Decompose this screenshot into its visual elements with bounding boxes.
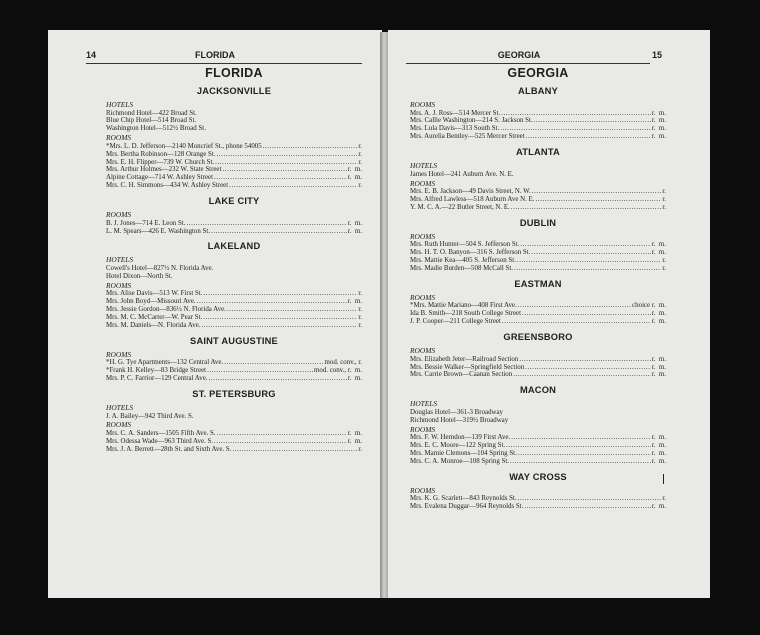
listing-section xyxy=(410,426,666,466)
listing-entry xyxy=(410,371,666,379)
dot-leader xyxy=(186,220,346,228)
entry-name: James Hotel—241 Auburn Ave. N. E. xyxy=(410,170,514,178)
dot-leader xyxy=(215,159,357,167)
category-label: ROOMS xyxy=(410,424,436,434)
dot-leader xyxy=(534,117,651,125)
listing-entry xyxy=(410,265,666,273)
category-label: ROOMS xyxy=(106,280,132,290)
listing-section xyxy=(410,294,666,326)
listing-entry xyxy=(106,125,362,133)
running-head: FLORIDA xyxy=(195,50,235,60)
listing-entry xyxy=(410,133,666,141)
city-list xyxy=(106,86,362,454)
listing-entry xyxy=(106,367,362,375)
dot-leader xyxy=(510,458,651,466)
entry-name: Mrs. Odessa Wade—963 Third Ave. S. xyxy=(106,437,214,445)
category-label: ROOMS xyxy=(410,292,436,302)
listing-entry xyxy=(410,434,666,442)
listing-entry xyxy=(106,174,362,182)
state-title: GEORGIA xyxy=(507,66,569,80)
category-label: ROOMS xyxy=(106,349,132,359)
listing-entry xyxy=(106,110,362,118)
entry-name: Richmond Hotel—319½ Broadway xyxy=(410,416,509,424)
category-label: HOTELS xyxy=(106,255,134,265)
city-heading: DUBLIN xyxy=(519,217,557,228)
entry-code: r. m. xyxy=(651,363,666,371)
entry-note: mod. conv., xyxy=(324,359,359,367)
listing-entry xyxy=(106,151,362,159)
dot-leader xyxy=(535,196,661,204)
listing-entry xyxy=(410,110,666,118)
entry-code: r. m. xyxy=(347,166,362,174)
category-label: ROOMS xyxy=(410,485,436,495)
entry-name: Mrs. John Boyd—Missouri Ave. xyxy=(106,298,196,306)
entry-name: Ida B. Smith—218 South College Street xyxy=(410,310,522,318)
listing-entry xyxy=(410,196,666,204)
entry-name: Mrs. Madie Burden—508 McCall St. xyxy=(410,264,513,272)
entry-name: Mrs. Carrie Brown—Caanan Section xyxy=(410,371,513,379)
page-number: 15 xyxy=(652,50,663,60)
listing-section xyxy=(410,347,666,379)
entry-name: Mrs. Mamie Clemons—104 Spring St. xyxy=(410,449,517,457)
entry-name: Mrs. M. C. McCarter—W. Pear St. xyxy=(106,314,203,321)
listing-entry xyxy=(106,314,362,322)
left-page xyxy=(48,30,382,598)
entry-code: r. m. xyxy=(347,298,362,306)
dot-leader xyxy=(526,133,651,141)
listing-entry xyxy=(106,438,362,446)
city-heading: EASTMAN xyxy=(514,278,562,289)
listing-entry xyxy=(410,417,666,425)
category-label: ROOMS xyxy=(410,100,436,109)
entry-name: L. M. Spears—426 E. Washington St. xyxy=(106,227,211,235)
dot-leader xyxy=(502,318,651,326)
entry-name: Hotel Dixon—North St. xyxy=(106,272,173,280)
entry-name: Richmond Hotel—422 Broad St. xyxy=(106,109,197,117)
listing-entry xyxy=(106,166,362,174)
listing-section xyxy=(410,487,666,511)
entry-name: Y. M. C. A.—22 Butler Street, N. E. xyxy=(410,203,510,211)
dot-leader xyxy=(500,125,651,133)
listing-section xyxy=(106,256,362,280)
entry-name: J. P. Cooper—211 College Street xyxy=(410,318,501,326)
entry-name: B. J. Jones—714 E. Leon St. xyxy=(106,219,186,227)
entry-name: Mrs. Evalena Duggar—964 Reynolds St. xyxy=(410,503,524,511)
city-heading: LAKE CITY xyxy=(208,196,260,207)
dot-leader xyxy=(511,434,651,442)
listing-entry xyxy=(410,257,666,265)
listing-entry xyxy=(410,450,666,458)
listing-section xyxy=(106,101,362,133)
listing-entry xyxy=(106,306,362,314)
dot-leader xyxy=(207,367,313,375)
entry-code: r. xyxy=(358,158,362,166)
listing-entry xyxy=(106,413,362,421)
dot-leader xyxy=(514,265,661,273)
city-heading: LAKELAND xyxy=(207,241,261,252)
entry-name: Mrs. E. C. Moore—122 Spring St. xyxy=(410,442,506,450)
listing-entry xyxy=(410,204,666,212)
entry-name: *Mrs. Mattie Mariano—408 First Ave. xyxy=(410,302,517,310)
entry-name: *Mrs. L. D. Jefferson—2140 Moncrief St., phone 54005 xyxy=(106,142,262,150)
city-heading: MACON xyxy=(519,385,557,396)
listing-section xyxy=(106,134,362,190)
city-heading: SAINT AUGUSTINE xyxy=(190,335,278,346)
listing-entry xyxy=(410,171,666,179)
entry-name: Mrs. Aurelia Bentley—525 Mercer Street xyxy=(410,133,525,141)
listing-entry xyxy=(410,356,666,364)
entry-name: Mrs. E. B. Jackson—49 Davis Street, N. W. xyxy=(410,188,531,196)
listing-section xyxy=(410,180,666,212)
page-number: 14 xyxy=(86,50,97,60)
listing-entry xyxy=(106,290,362,298)
state-title: FLORIDA xyxy=(205,66,263,80)
category-label: HOTELS xyxy=(106,403,134,413)
text-cursor xyxy=(663,474,664,484)
entry-code: r. m. xyxy=(347,375,362,383)
category-label: ROOMS xyxy=(410,178,436,188)
listing-section xyxy=(106,211,362,235)
entry-code: r. xyxy=(358,321,362,329)
entry-name: Mrs. C. A. Sanders—1505 Fifth Ave. S. xyxy=(106,429,216,437)
listing-section xyxy=(106,282,362,330)
listing-entry xyxy=(106,159,362,167)
entry-name: Mrs. Lula Davis—313 South St. xyxy=(410,125,500,133)
entry-name: J. A. Bailey—942 Third Ave. S. xyxy=(106,412,194,420)
entry-code: r. xyxy=(358,314,362,321)
entry-name: Mrs. Ruth Hunter—504 S. Jefferson St. xyxy=(410,241,520,249)
entry-name: Douglas Hotel—361-3 Broadway xyxy=(410,408,504,416)
dot-leader xyxy=(224,359,323,367)
page-content xyxy=(106,66,362,455)
dot-leader xyxy=(263,143,358,151)
entry-name: Mrs. Arthur Holmes—232 W. State Street xyxy=(106,166,222,174)
entry-code: r. m. xyxy=(651,318,666,326)
entry-code: r. m. xyxy=(651,249,666,257)
dot-leader xyxy=(522,310,651,318)
dot-leader xyxy=(513,371,651,379)
listing-entry xyxy=(106,375,362,383)
entry-name: Blue Chip Hotel—514 Broad St. xyxy=(106,117,197,125)
entry-code: r. m. xyxy=(651,442,666,450)
category-label: ROOMS xyxy=(106,420,132,430)
entry-code: r. m. xyxy=(651,355,666,363)
entry-code: r. xyxy=(662,257,666,265)
city-heading: ALBANY xyxy=(518,86,558,96)
dot-leader xyxy=(519,356,651,364)
entry-code: r. xyxy=(358,290,362,298)
dot-leader xyxy=(524,503,651,511)
dot-leader xyxy=(209,375,347,383)
entry-name: Mrs. Elizabeth Jeter—Railroad Section xyxy=(410,355,519,363)
listing-section xyxy=(410,101,666,141)
listing-entry xyxy=(106,117,362,125)
listing-entry xyxy=(106,143,362,151)
entry-code: r. m. xyxy=(651,449,666,457)
listing-entry xyxy=(410,364,666,372)
dot-leader xyxy=(227,306,357,314)
city-heading: WAY CROSS xyxy=(509,471,567,482)
entry-name: Mrs. Callie Washington—214 S. Jackson St. xyxy=(410,117,533,125)
entry-code: r. m. xyxy=(347,174,362,182)
category-label: ROOMS xyxy=(410,231,436,241)
listing-entry xyxy=(410,318,666,326)
dot-leader xyxy=(518,302,631,310)
entry-name: Cowell's Hotel—827½ N. Florida Ave. xyxy=(106,264,214,272)
city-list xyxy=(410,86,666,511)
listing-entry xyxy=(410,409,666,417)
listing-entry xyxy=(410,458,666,466)
listing-entry xyxy=(410,495,666,503)
entry-name: Mrs. J. A. Berrett—28th St. and Sixth Ave. S. xyxy=(106,445,232,453)
entry-name: Mrs. Alfred Lawless—518 Auburn Ave N. E. xyxy=(410,195,535,203)
listing-entry xyxy=(106,220,362,228)
entry-name: Mrs. H. T. O. Banyon—316 S. Jefferson St. xyxy=(410,249,531,257)
entry-note: choice xyxy=(632,302,652,310)
listing-entry xyxy=(106,446,362,454)
dot-leader xyxy=(203,290,357,298)
entry-code: r. m. xyxy=(651,125,666,133)
entry-name: Mrs. Bessie Walker—Springfield Section xyxy=(410,363,525,371)
running-head: GEORGIA xyxy=(497,50,541,60)
dot-leader xyxy=(214,174,347,182)
dot-leader xyxy=(531,249,650,257)
listing-entry xyxy=(106,298,362,306)
entry-code: r. m. xyxy=(651,241,666,249)
listing-entry xyxy=(410,241,666,249)
listing-entry xyxy=(106,182,362,190)
dot-leader xyxy=(506,442,651,450)
entry-name: Mrs. F. W. Herndon—139 First Ave. xyxy=(410,434,511,442)
dot-leader xyxy=(197,298,347,306)
entry-code: r. m. xyxy=(651,310,666,318)
entry-code: r. m. xyxy=(651,371,666,379)
dot-leader xyxy=(201,322,357,330)
city-heading: GREENSBORO xyxy=(503,332,573,343)
listing-entry xyxy=(410,117,666,125)
entry-note: mod. conv., xyxy=(314,367,348,375)
entry-name: Mrs. Jessie Gordon—836½ N. Florida Ave. xyxy=(106,306,226,314)
entry-code: r. m. xyxy=(651,109,666,117)
entry-name: Mrs. M. Daniels—N. Florida Ave. xyxy=(106,321,201,329)
entry-code: r. m. xyxy=(347,227,362,235)
entry-code: r. m. xyxy=(347,219,362,227)
dot-leader xyxy=(232,446,357,454)
listing-section xyxy=(106,404,362,420)
listing-section xyxy=(410,400,666,424)
entry-code: r. xyxy=(358,150,362,158)
header-rule xyxy=(86,63,362,64)
listing-section xyxy=(106,351,362,383)
entry-name: *Frank H. Kelley—83 Bridge Street xyxy=(106,367,207,375)
dot-leader xyxy=(517,257,661,265)
entry-code: r. xyxy=(358,182,362,190)
entry-name: Washington Hotel—512½ Broad St. xyxy=(106,125,206,133)
city-heading: JACKSONVILLE xyxy=(196,86,272,96)
entry-code: r. xyxy=(662,264,666,272)
entry-code: r. m. xyxy=(651,457,666,465)
category-label: ROOMS xyxy=(106,133,132,143)
dot-leader xyxy=(217,430,347,438)
entry-name: Alpine Cottage—714 W. Ashley Street xyxy=(106,174,213,182)
entry-code: r. xyxy=(662,188,666,196)
listing-entry xyxy=(410,442,666,450)
page-content xyxy=(410,66,666,512)
listing-section xyxy=(106,421,362,453)
entry-name: Mrs. C. H. Simmons—434 W. Ashley Street xyxy=(106,182,229,190)
entry-code: r. xyxy=(662,203,666,211)
entry-name: Mrs. P. C. Farrior—129 Central Ave. xyxy=(106,375,208,383)
dot-leader xyxy=(532,188,662,196)
entry-code: r. xyxy=(358,142,362,150)
entry-code: r. m. xyxy=(651,503,666,511)
listing-section xyxy=(410,233,666,273)
listing-entry xyxy=(106,228,362,236)
dot-leader xyxy=(222,166,346,174)
listing-entry xyxy=(410,188,666,196)
listing-entry xyxy=(106,359,362,367)
entry-name: Mrs. A. J. Ross—514 Mercer St. xyxy=(410,109,501,117)
dot-leader xyxy=(501,110,651,118)
entry-name: Mrs. Alise Davis—513 W. First St. xyxy=(106,290,203,298)
category-label: ROOMS xyxy=(106,210,132,220)
dot-leader xyxy=(203,314,357,322)
entry-code: r. m. xyxy=(651,302,666,310)
dot-leader xyxy=(211,228,347,236)
listing-entry xyxy=(410,310,666,318)
entry-code: r. m. xyxy=(651,117,666,125)
listing-entry xyxy=(106,265,362,273)
dot-leader xyxy=(520,241,650,249)
entry-name: Mrs. Mattie Kea—405 S. Jefferson St. xyxy=(410,257,516,265)
entry-code: r. xyxy=(662,495,666,503)
dot-leader xyxy=(216,151,357,159)
entry-name: Mrs. C. A. Monroe—108 Spring St. xyxy=(410,457,509,465)
listing-entry xyxy=(410,125,666,133)
category-label: ROOMS xyxy=(410,346,436,356)
city-heading: ST. PETERSBURG xyxy=(192,389,276,400)
entry-code: r. xyxy=(358,306,362,314)
header-rule xyxy=(406,63,650,64)
listing-section xyxy=(410,162,666,178)
listing-entry xyxy=(106,430,362,438)
category-label: HOTELS xyxy=(410,399,438,409)
listing-entry xyxy=(410,503,666,511)
entry-code: r. m. xyxy=(347,429,362,437)
listing-entry xyxy=(106,273,362,281)
entry-code: r. m. xyxy=(347,367,362,375)
dot-leader xyxy=(214,438,347,446)
entry-code: r. xyxy=(358,359,362,367)
dot-leader xyxy=(229,182,357,190)
listing-entry xyxy=(410,249,666,257)
entry-name: *H. G. Tye Apartments—132 Central Ave. xyxy=(106,359,224,367)
dot-leader xyxy=(518,495,662,503)
listing-entry xyxy=(106,322,362,330)
entry-name: Mrs. E. H. Flipper—739 W. Church St. xyxy=(106,158,215,166)
dot-leader xyxy=(518,450,651,458)
category-label: HOTELS xyxy=(106,100,134,109)
right-page xyxy=(388,30,710,598)
entry-code: r. xyxy=(358,445,362,453)
dot-leader xyxy=(525,364,651,372)
entry-code: r. m. xyxy=(347,437,362,445)
entry-name: Mrs. K. G. Scarlett—843 Reynolds St. xyxy=(410,495,517,503)
listing-entry xyxy=(410,302,666,310)
entry-code: r. m. xyxy=(651,133,666,141)
entry-code: r. m. xyxy=(651,434,666,442)
entry-name: Mrs. Bertha Robinson—128 Orange St. xyxy=(106,150,216,158)
category-label: HOTELS xyxy=(410,161,438,171)
city-heading: ATLANTA xyxy=(516,147,560,158)
dot-leader xyxy=(511,204,662,212)
entry-code: r. xyxy=(662,195,666,203)
